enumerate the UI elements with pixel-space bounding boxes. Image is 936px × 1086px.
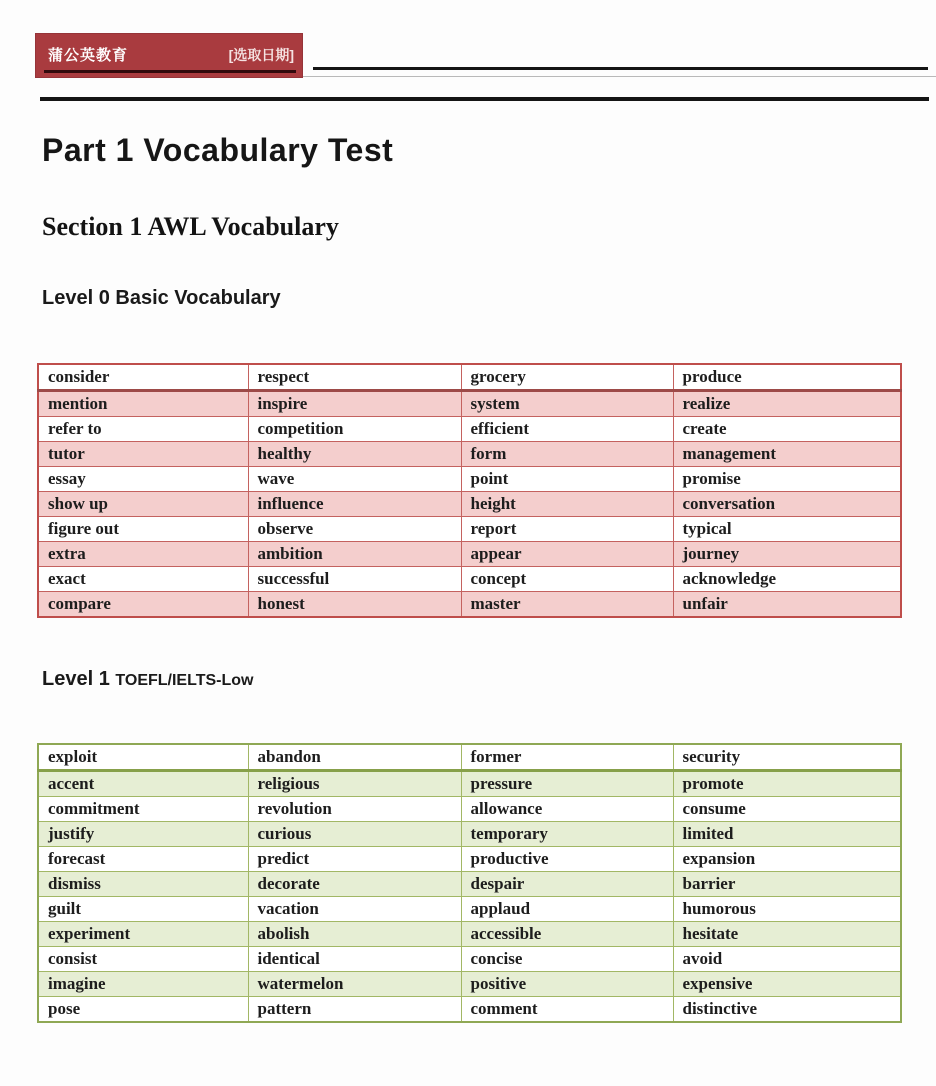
vocab-row [38, 467, 901, 492]
header-rule-main [40, 97, 929, 101]
vocab-cell: security [673, 744, 901, 771]
vocab-cell: experiment [38, 922, 248, 947]
vocab-cell: essay [38, 467, 248, 492]
vocab-cell: revolution [248, 797, 461, 822]
level1-heading [42, 668, 253, 691]
section-title: Section 1 AWL Vocabulary [42, 212, 339, 241]
vocab-cell: imagine [38, 972, 248, 997]
vocab-cell: successful [248, 567, 461, 592]
vocab-cell: promote [673, 771, 901, 797]
vocab-row [38, 417, 901, 442]
brand-name: 蒲公英教育 [48, 47, 129, 64]
vocab-cell: guilt [38, 897, 248, 922]
vocab-cell: abandon [248, 744, 461, 771]
vocab-cell: point [461, 467, 673, 492]
vocab-cell: grocery [461, 364, 673, 391]
brand-underline-rule [44, 70, 296, 73]
vocab-cell: consist [38, 947, 248, 972]
header-rule-right-thin [303, 76, 936, 77]
vocab-cell: appear [461, 542, 673, 567]
vocab-cell: efficient [461, 417, 673, 442]
vocab-cell: acknowledge [673, 567, 901, 592]
vocab-cell: height [461, 492, 673, 517]
vocab-row [38, 972, 901, 997]
vocab-cell: realize [673, 391, 901, 417]
vocab-cell: accessible [461, 922, 673, 947]
level1-heading-label: Level 1 [42, 668, 110, 690]
vocab-row [38, 567, 901, 592]
vocab-cell: watermelon [248, 972, 461, 997]
brand-header-box [35, 33, 303, 78]
vocab-cell: comment [461, 997, 673, 1023]
vocab-cell: consume [673, 797, 901, 822]
vocab-cell: figure out [38, 517, 248, 542]
vocab-cell: applaud [461, 897, 673, 922]
vocab-cell: hesitate [673, 922, 901, 947]
vocab-row [38, 847, 901, 872]
vocab-cell: observe [248, 517, 461, 542]
vocab-cell: exploit [38, 744, 248, 771]
vocab-cell: influence [248, 492, 461, 517]
vocab-cell: honest [248, 592, 461, 618]
vocab-cell: predict [248, 847, 461, 872]
vocab-cell: barrier [673, 872, 901, 897]
vocab-cell: create [673, 417, 901, 442]
vocab-cell: report [461, 517, 673, 542]
vocab-cell: tutor [38, 442, 248, 467]
level0-heading: Level 0 Basic Vocabulary [42, 287, 281, 309]
vocab-cell: temporary [461, 822, 673, 847]
vocab-row [38, 922, 901, 947]
vocab-row [38, 947, 901, 972]
vocab-row [38, 897, 901, 922]
level1-vocab-table [37, 743, 902, 1023]
vocab-cell: compare [38, 592, 248, 618]
vocab-row [38, 492, 901, 517]
vocab-cell: ambition [248, 542, 461, 567]
page-title: Part 1 Vocabulary Test [42, 132, 394, 168]
vocab-cell: religious [248, 771, 461, 797]
vocab-cell: conversation [673, 492, 901, 517]
header-rule-right [313, 67, 928, 70]
vocab-cell: mention [38, 391, 248, 417]
vocab-row [38, 442, 901, 467]
vocab-cell: productive [461, 847, 673, 872]
vocab-row [38, 391, 901, 417]
vocab-cell: inspire [248, 391, 461, 417]
vocab-cell: competition [248, 417, 461, 442]
vocab-row [38, 822, 901, 847]
vocab-cell: refer to [38, 417, 248, 442]
level0-vocab-table [37, 363, 902, 618]
vocab-cell: decorate [248, 872, 461, 897]
vocab-cell: forecast [38, 847, 248, 872]
vocab-cell: produce [673, 364, 901, 391]
vocab-cell: exact [38, 567, 248, 592]
vocab-cell: avoid [673, 947, 901, 972]
vocab-cell: healthy [248, 442, 461, 467]
vocab-cell: show up [38, 492, 248, 517]
vocab-cell: system [461, 391, 673, 417]
vocab-cell: extra [38, 542, 248, 567]
date-picker-placeholder[interactable]: [选取日期] [228, 47, 294, 63]
vocab-cell: abolish [248, 922, 461, 947]
vocab-row [38, 517, 901, 542]
vocab-cell: respect [248, 364, 461, 391]
vocab-cell: commitment [38, 797, 248, 822]
vocab-cell: allowance [461, 797, 673, 822]
vocab-row [38, 872, 901, 897]
vocab-row [38, 797, 901, 822]
vocab-cell: pose [38, 997, 248, 1023]
vocab-cell: expensive [673, 972, 901, 997]
vocab-cell: accent [38, 771, 248, 797]
vocab-cell: master [461, 592, 673, 618]
vocab-cell: concise [461, 947, 673, 972]
vocab-row [38, 771, 901, 797]
vocab-cell: dismiss [38, 872, 248, 897]
level1-heading-sub: TOEFL/IELTS-Low [115, 672, 254, 689]
vocab-cell: distinctive [673, 997, 901, 1023]
vocab-cell: limited [673, 822, 901, 847]
vocab-cell: wave [248, 467, 461, 492]
vocab-cell: despair [461, 872, 673, 897]
vocab-header-row [38, 744, 901, 771]
vocab-cell: typical [673, 517, 901, 542]
vocab-cell: identical [248, 947, 461, 972]
vocab-cell: unfair [673, 592, 901, 618]
vocab-cell: former [461, 744, 673, 771]
vocab-row [38, 542, 901, 567]
vocab-cell: journey [673, 542, 901, 567]
vocab-cell: humorous [673, 897, 901, 922]
vocab-cell: pressure [461, 771, 673, 797]
vocab-cell: expansion [673, 847, 901, 872]
vocab-cell: pattern [248, 997, 461, 1023]
vocab-cell: positive [461, 972, 673, 997]
vocab-row [38, 997, 901, 1023]
vocab-row [38, 592, 901, 618]
vocab-cell: vacation [248, 897, 461, 922]
vocab-header-row [38, 364, 901, 391]
vocab-cell: promise [673, 467, 901, 492]
vocab-cell: form [461, 442, 673, 467]
vocab-cell: justify [38, 822, 248, 847]
vocab-cell: consider [38, 364, 248, 391]
vocab-cell: concept [461, 567, 673, 592]
vocab-cell: curious [248, 822, 461, 847]
vocab-cell: management [673, 442, 901, 467]
